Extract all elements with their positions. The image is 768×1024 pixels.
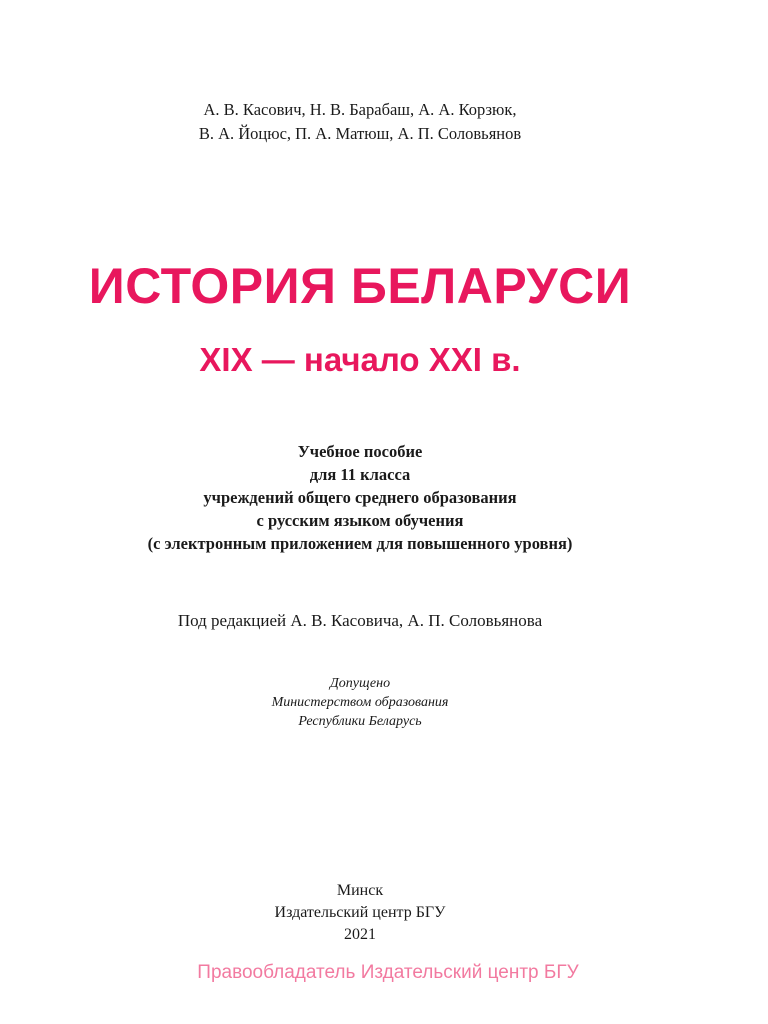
description-line: (с электронным приложением для повышенного уровня) [147,534,573,553]
book-description [0,440,720,555]
imprint-publisher: Издательский центр БГУ [274,904,446,921]
authors-line: А. В. Касович, Н. В. Барабаш, А. А. Корзюк, [203,100,517,119]
imprint-city: Минск [336,882,384,899]
description-line: для 11 класса [309,465,411,484]
editors-line: Под редакцией А. В. Касовича, А. П. Соловьянова [177,611,543,630]
approval-line: Министерством образования [271,695,449,710]
imprint [0,880,720,946]
book-title: ИСТОРИЯ БЕЛАРУСИ [88,258,632,314]
approval-line: Республики Беларусь [298,714,422,729]
description-line: учреждений общего среднего образования [203,488,517,507]
description-line: Учебное пособие [297,442,423,461]
description-line: с русским языком обучения [256,511,464,530]
copyright-watermark: Правообладатель Издательский центр БГУ [197,962,579,983]
authors-line: В. А. Йоцюс, П. А. Матюш, А. П. Соловьянов [198,124,522,143]
authors-list [0,98,720,146]
approval-note [0,674,720,731]
book-subtitle: XIX — начало XXI в. [199,341,521,378]
approval-line: Допущено [329,676,391,691]
imprint-year: 2021 [344,926,376,943]
